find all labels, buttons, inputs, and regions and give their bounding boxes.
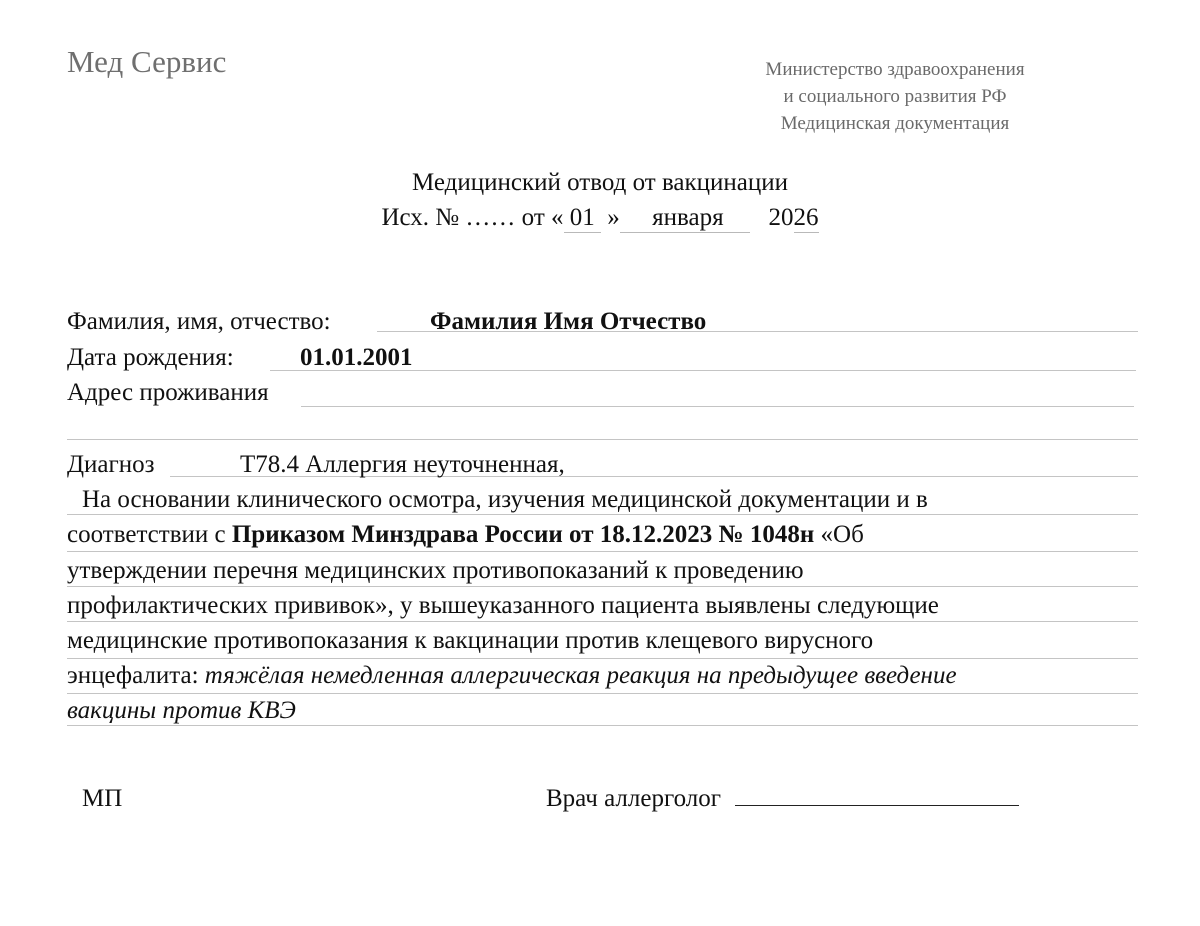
fio-value[interactable]: Фамилия Имя Отчество bbox=[430, 308, 707, 335]
dob-label: Дата рождения: bbox=[67, 344, 234, 371]
body-line-1: На основании клинического осмотра, изучения медицинской документации и в bbox=[82, 486, 928, 513]
rule-body-2 bbox=[67, 551, 1138, 552]
order-reference: Приказом Минздрава России от 18.12.2023 № 1048н bbox=[231, 521, 815, 548]
body-line-2-post: «Об bbox=[814, 521, 864, 548]
ref-day-close: » bbox=[607, 204, 620, 231]
ref-day: 01 bbox=[563, 204, 602, 231]
dob-row bbox=[67, 343, 413, 373]
fio-row bbox=[67, 307, 707, 337]
rule-body-5 bbox=[67, 658, 1138, 659]
body-line-6 bbox=[67, 661, 957, 691]
ministry-line-1: Министерство здравоохранения bbox=[765, 59, 1025, 80]
body-line-2-pre: соответствии с bbox=[67, 521, 232, 548]
document-title: Медицинский отвод от вакцинации bbox=[411, 169, 789, 196]
body-line-3: утверждении перечня медицинских противопоказаний к проведению bbox=[67, 557, 804, 584]
rule-body-4 bbox=[67, 621, 1138, 622]
body-line-5: медицинские противопоказания к вакцинации против клещевого вирусного bbox=[67, 627, 874, 654]
body-line-7: вакцины против КВЭ bbox=[67, 697, 296, 724]
diagnosis-row bbox=[67, 450, 565, 480]
signature-field[interactable] bbox=[735, 785, 1019, 806]
body-line-6-pre: энцефалита: bbox=[67, 662, 205, 689]
diagnosis-label: Диагноз bbox=[67, 451, 155, 478]
ref-year-suffix: 26 bbox=[793, 204, 819, 231]
body-line-2 bbox=[67, 520, 864, 550]
doctor-label: Врач аллерголог bbox=[546, 785, 721, 812]
diagnosis-value[interactable]: Т78.4 Аллергия неуточненная, bbox=[240, 451, 565, 478]
ministry-line-3: Медицинская документация bbox=[780, 113, 1010, 134]
rule-address-2 bbox=[67, 439, 1138, 440]
dob-value[interactable]: 01.01.2001 bbox=[300, 344, 413, 371]
ministry-header bbox=[745, 56, 1045, 137]
brand-name: Мед Сервис bbox=[67, 44, 227, 79]
rule-body-3 bbox=[67, 586, 1138, 587]
document-reference bbox=[0, 204, 1200, 233]
rule-body-6 bbox=[67, 693, 1138, 694]
ref-month: января bbox=[620, 204, 750, 233]
contraindication-text: тяжёлая немедленная аллергическая реакция на предыдущее введение bbox=[204, 662, 957, 689]
stamp-label: МП bbox=[82, 785, 123, 812]
fio-label: Фамилия, имя, отчество: bbox=[67, 308, 331, 335]
address-row bbox=[67, 378, 675, 408]
address-label: Адрес проживания bbox=[67, 379, 269, 406]
doctor-signature-row bbox=[546, 784, 1019, 814]
ref-prefix: Исх. № …… от « bbox=[381, 204, 564, 231]
body-line-4: профилактических прививок», у вышеуказанного пациента выявлены следующие bbox=[67, 592, 939, 619]
ref-year-prefix: 20 bbox=[768, 204, 794, 231]
ministry-line-2: и социального развития РФ bbox=[783, 86, 1007, 107]
